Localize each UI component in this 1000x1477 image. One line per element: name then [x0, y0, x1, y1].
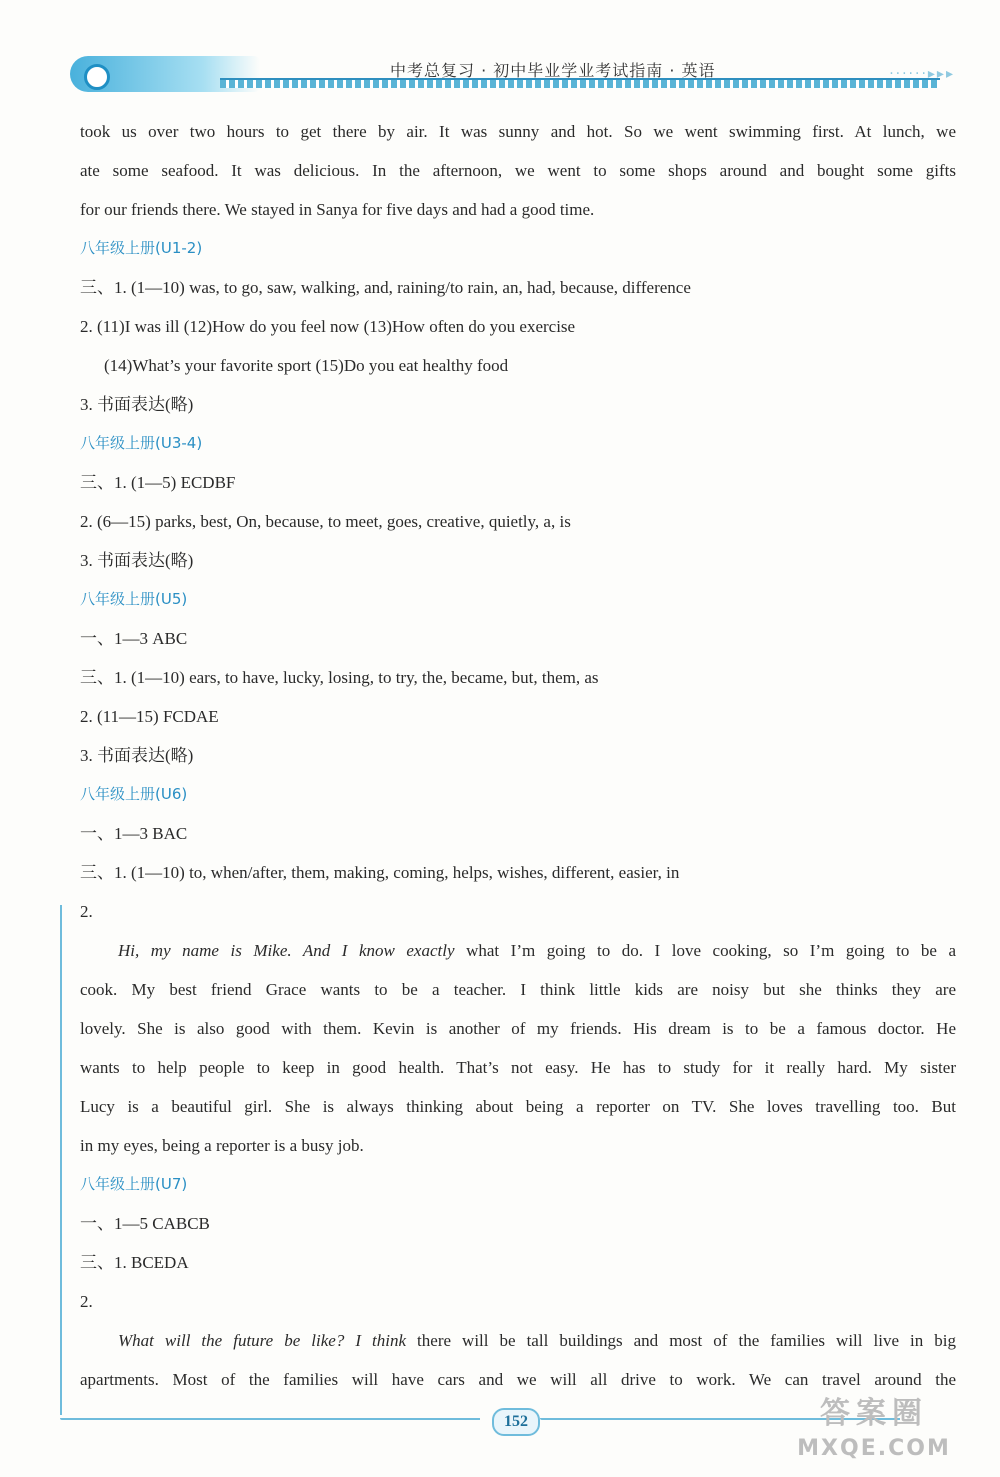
text-line — [80, 112, 956, 151]
line-text: in my eyes, being a reporter is a busy job. — [80, 1136, 364, 1155]
text-line — [80, 1126, 956, 1165]
watermark-logo — [764, 1392, 984, 1470]
line-text: 八年级上册(U5) — [80, 590, 188, 608]
text-line — [80, 892, 956, 931]
footer-rule-left — [60, 1418, 480, 1420]
section-heading — [80, 775, 956, 814]
line-text: 2. — [80, 1292, 93, 1311]
line-text: (14)What’s your favorite sport (15)Do you eat healthy food — [104, 356, 509, 375]
line-text: wants to help people to keep in good health. That’s not easy. He has to study for it really hard. My sister — [80, 1058, 956, 1077]
italic-prompt: What will the future be like? I think — [118, 1331, 407, 1350]
line-text: 八年级上册(U1-2) — [80, 239, 203, 257]
text-line — [80, 1321, 956, 1360]
text-line — [80, 346, 956, 385]
section-heading — [80, 229, 956, 268]
line-text: ate some seafood. It was delicious. In the afternoon, we went to some shops around and bought some gifts — [80, 161, 956, 180]
text-line — [80, 502, 956, 541]
page-header — [70, 52, 955, 100]
text-line — [80, 1087, 956, 1126]
text-line — [80, 619, 956, 658]
line-text: lovely. She is also good with them. Kevin is another of my friends. His dream is to be a famous doctor. He — [80, 1019, 956, 1038]
line-text: took us over two hours to get there by air. It was sunny and hot. So we went swimming first. At lunch, we — [80, 122, 956, 141]
line-text: Lucy is a beautiful girl. She is always thinking about being a reporter on TV. She loves travelling too. But — [80, 1097, 956, 1116]
text-line — [80, 307, 956, 346]
watermark-line2: MXQE.COM — [797, 1436, 951, 1461]
line-text: 3. 书面表达(略) — [80, 551, 194, 570]
text-line — [80, 463, 956, 502]
text-line — [80, 931, 956, 970]
text-line — [80, 658, 956, 697]
text-line — [80, 1009, 956, 1048]
line-text: 2. (6—15) parks, best, On, because, to meet, goes, creative, quietly, a, is — [80, 512, 571, 531]
page-number: 152 — [492, 1408, 540, 1436]
section-heading — [80, 424, 956, 463]
line-text: 三、1. (1—10) to, when/after, them, making, coming, helps, wishes, different, easier, in — [80, 863, 680, 882]
text-line — [80, 853, 956, 892]
text-line — [80, 736, 956, 775]
line-text: 八年级上册(U6) — [80, 785, 188, 803]
text-line — [80, 385, 956, 424]
line-text: 三、1. (1—5) ECDBF — [80, 473, 236, 492]
text-line — [80, 697, 956, 736]
watermark-line1: 答案圈 — [820, 1396, 928, 1431]
text-line — [80, 1243, 956, 1282]
line-text: 3. 书面表达(略) — [80, 746, 194, 765]
text-line — [80, 1048, 956, 1087]
section-heading — [80, 1165, 956, 1204]
line-text: for our friends there. We stayed in Sanya for five days and had a good time. — [80, 200, 595, 219]
line-text: 一、1—3 BAC — [80, 824, 188, 843]
line-text: 2. — [80, 902, 93, 921]
text-line — [80, 190, 956, 229]
text-line — [80, 1282, 956, 1321]
text-line — [80, 970, 956, 1009]
text-line — [80, 268, 956, 307]
line-text: 三、1. (1—10) ears, to have, lucky, losing, to try, the, became, but, them, as — [80, 668, 599, 687]
side-rule — [60, 905, 62, 1415]
text-line — [80, 151, 956, 190]
line-text: cook. My best friend Grace wants to be a teacher. I think little kids are noisy but she thinks they are — [80, 980, 956, 999]
page-content — [80, 112, 956, 1399]
line-text: what I’m going to do. I love cooking, so I’m going to be a — [454, 941, 957, 960]
line-text: 3. 书面表达(略) — [80, 395, 194, 414]
header-title: 中考总复习 · 初中毕业学业考试指南 · 英语 — [390, 61, 716, 80]
line-text: 2. (11—15) FCDAE — [80, 707, 219, 726]
line-text: 八年级上册(U3-4) — [80, 434, 203, 452]
line-text: 三、1. (1—10) was, to go, saw, walking, and, raining/to rain, an, had, because, difference — [80, 278, 691, 297]
line-text: apartments. Most of the families will have cars and we will all drive to work. We can travel around the — [80, 1370, 956, 1389]
header-dot-icon — [84, 64, 110, 90]
line-text: 一、1—3 ABC — [80, 629, 188, 648]
line-text: 三、1. BCEDA — [80, 1253, 189, 1272]
header-end-ornament: ······▸▸▸ — [889, 66, 955, 82]
italic-prompt: Hi, my name is Mike. And I know exactly — [118, 941, 455, 960]
line-text: 一、1—5 CABCB — [80, 1214, 210, 1233]
text-line — [80, 541, 956, 580]
text-line — [80, 814, 956, 853]
line-text: 2. (11)I was ill (12)How do you feel now (13)How often do you exercise — [80, 317, 576, 336]
section-heading — [80, 580, 956, 619]
line-text: 八年级上册(U7) — [80, 1175, 188, 1193]
text-line — [80, 1204, 956, 1243]
line-text: there will be tall buildings and most of the families will live in big — [406, 1331, 956, 1350]
